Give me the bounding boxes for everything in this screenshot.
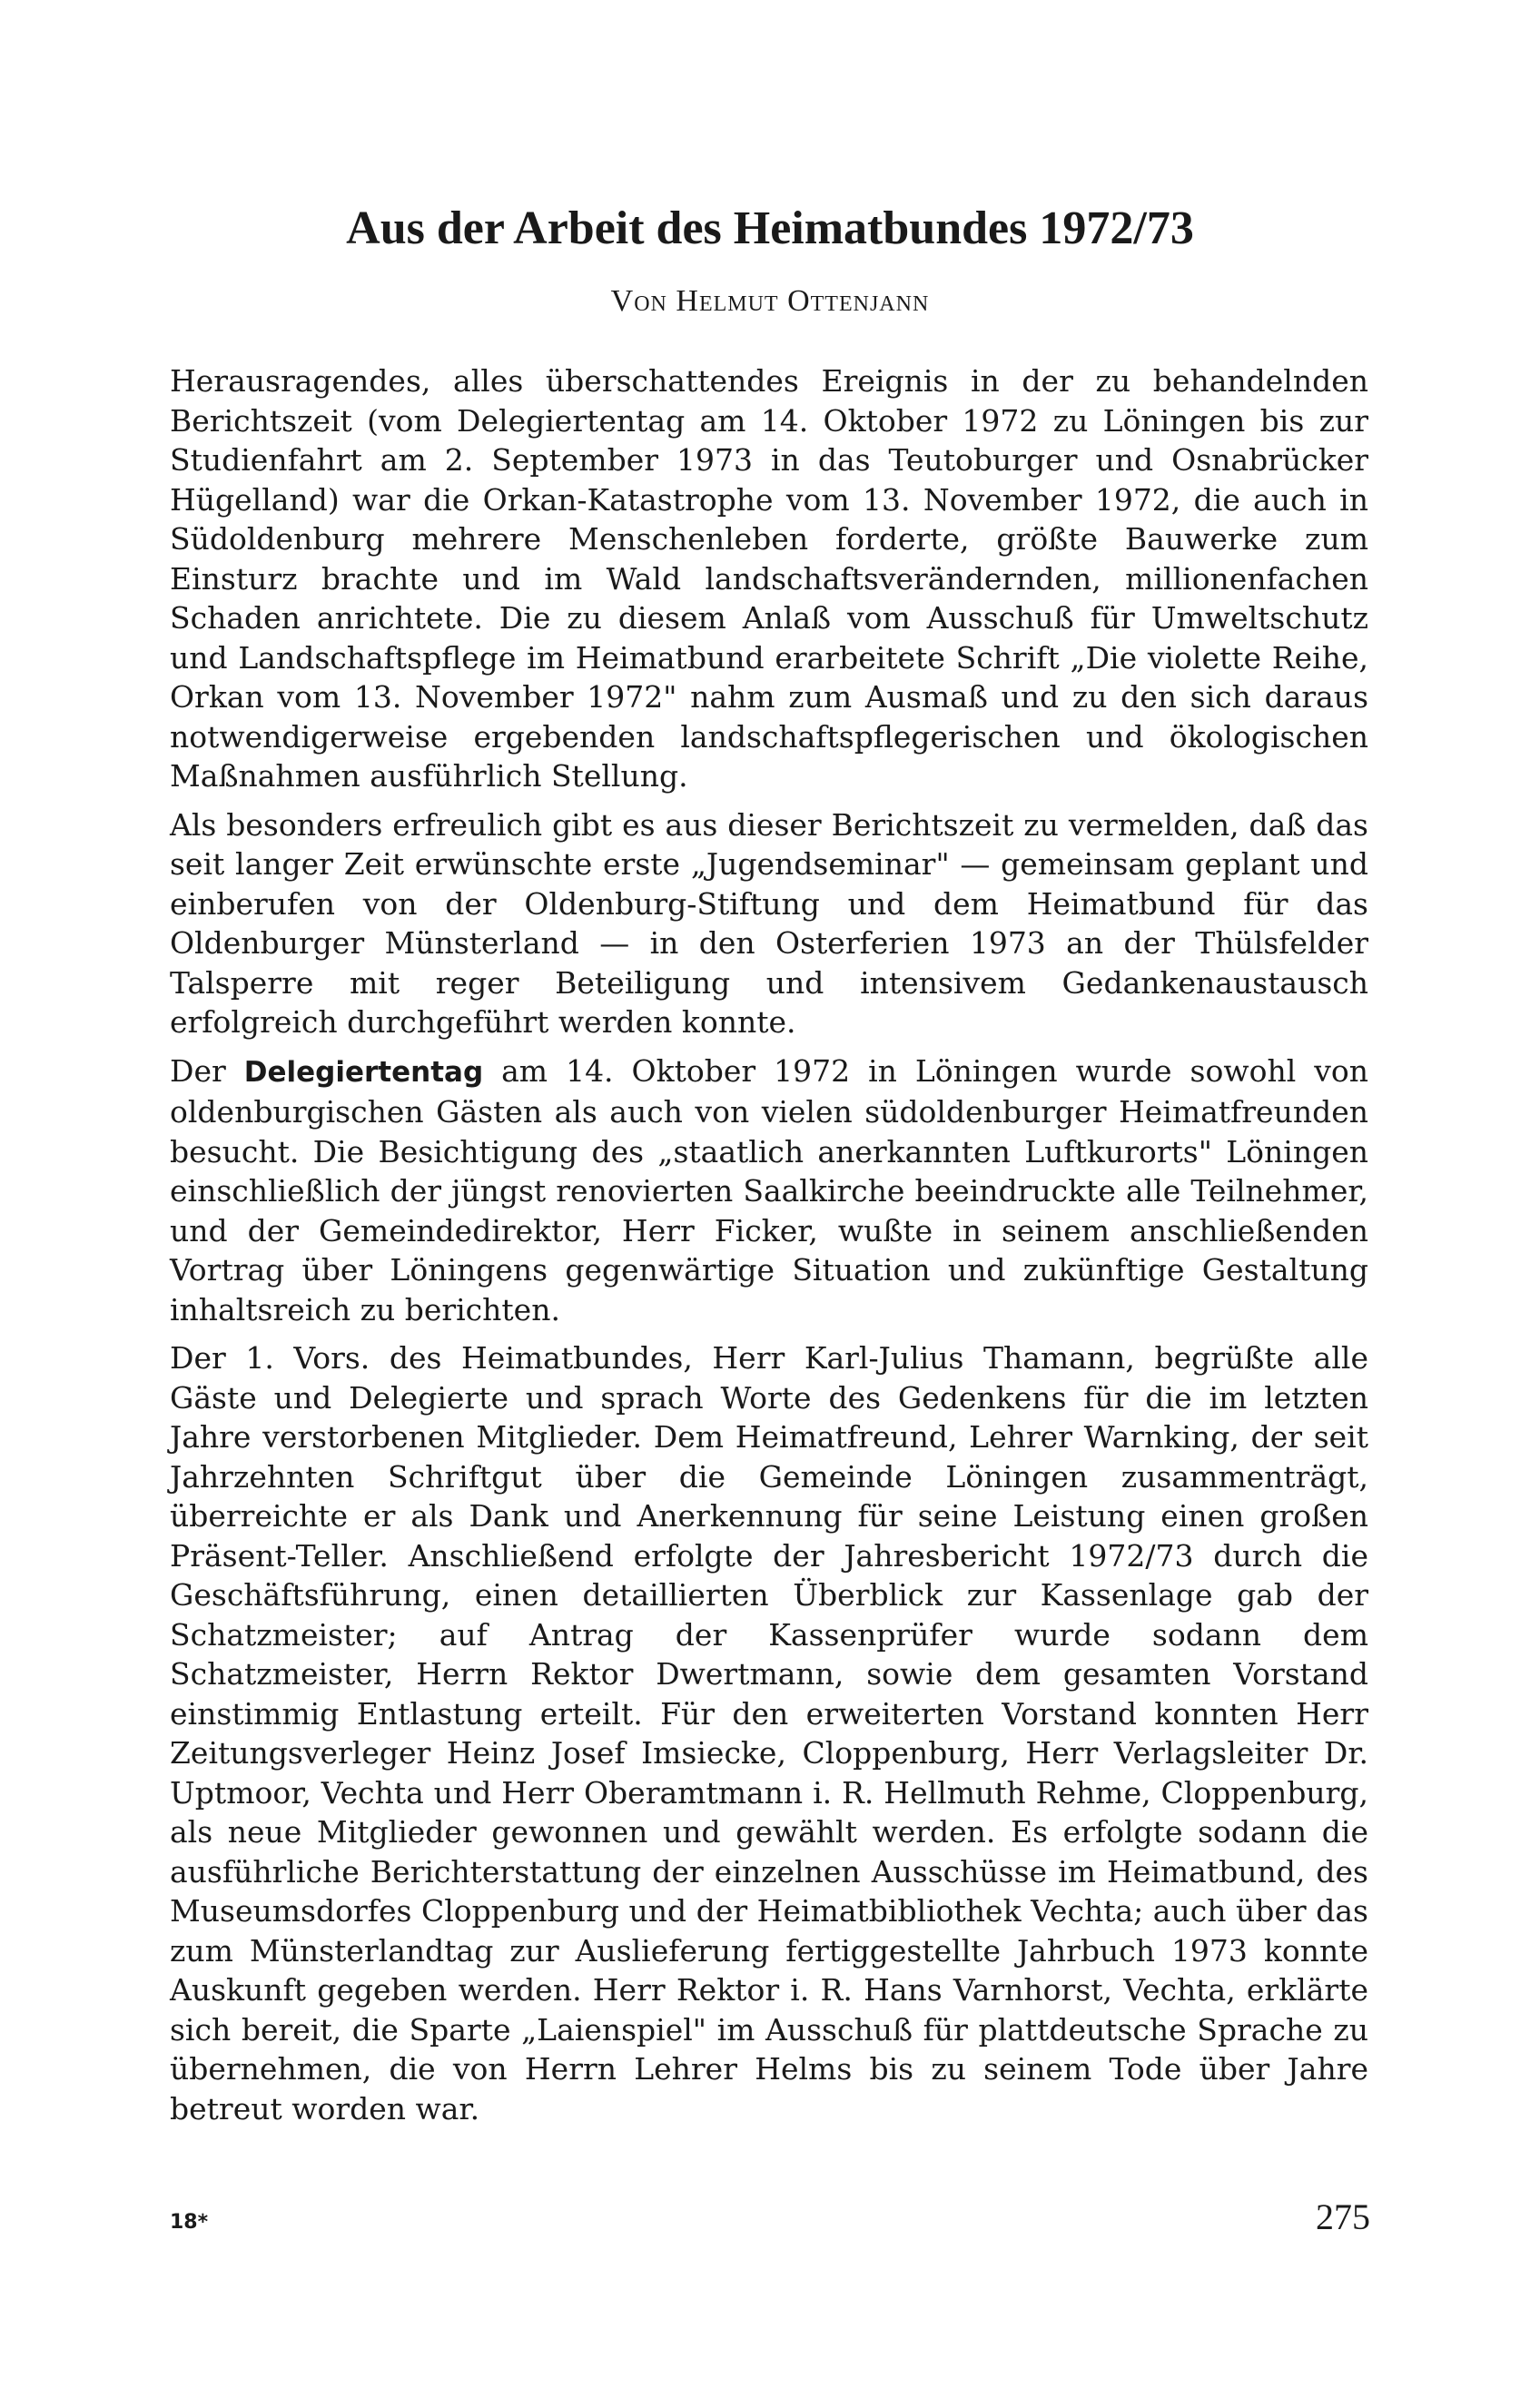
paragraph-3-lead: Der bbox=[170, 1052, 244, 1089]
page-title: Aus der Arbeit des Heimatbundes 1972/73 bbox=[346, 202, 1194, 254]
printer-signature: 18* bbox=[170, 2211, 209, 2234]
paragraph-2: Als besonders erfreulich gibt es aus dieser Berichtszeit zu vermelden, daß das seit langer Zeit erwünschte erste „Jugendseminar" — gemeinsam geplant und einberufen von der Oldenburg-Stiftung und dem Heimatbund für das Oldenburger Münsterland — in den Osterferien 1973 an der Thülsfelder Talsperre mit reger Beteiligung und intensivem Gedankenaustausch erfolgreich durchgeführt werden konnte. bbox=[170, 806, 1368, 1040]
paragraph-3-rest: am 14. Oktober 1972 in Löningen wurde sowohl von oldenburgischen Gästen als auch von vielen südoldenburger Heimatfreunden besucht. Die Besichtigung des „staatlich anerkannten Luftkurorts" Löningen einschließlich der jüngst renovierten Saalkirche beeindruckte alle Teilnehmer, und der Gemeindedirektor, Herr Ficker, wußte in seinem anschließenden Vortrag über Löningens gegenwärtige Situation und zukünftige Gestaltung inhaltsreich zu berichten. bbox=[170, 1052, 1368, 1327]
author-byline: Von Helmut Ottenjann bbox=[610, 284, 930, 318]
paragraph-4: Der 1. Vors. des Heimatbundes, Herr Karl-Julius Thamann, begrüßte alle Gäste und Delegierte und sprach Worte des Gedenkens für die im letzten Jahre verstorbenen Mitglieder. Dem Heimatfreund, Lehrer Warnking, der seit Jahrzehnten Schriftgut über die Gemeinde Löningen zusammenträgt, überreichte er als Dank und Anerkennung für seine Leistung einen großen Präsent-Teller. Anschließend erfolgte der Jahresbericht 1972/73 durch die Geschäftsführung, einen detaillierten Überblick zur Kassenlage gab der Schatzmeister; auf Antrag der Kassenprüfer wurde sodann dem Schatzmeister, Herrn Rektor Dwertmann, sowie dem gesamten Vorstand einstimmig Entlastung erteilt. Für den erweiterten Vorstand konnten Herr Zeitungsverleger Heinz Josef Imsiecke, Cloppenburg, Herr Verlagsleiter Dr. Uptmoor, Vechta und Herr Oberamtmann i. R. Hellmuth Rehme, Cloppenburg, als neue Mitglieder gewonnen und gewählt werden. Es erfolgte sodann die ausführliche Berichterstattung der einzelnen Ausschüsse im Heimatbund, des Museumsdorfes Cloppenburg und der Heimatbibliothek Vechta; auch über das zum Münsterlandtag zur Auslieferung fertiggestellte Jahrbuch 1973 konnte Auskunft gegeben werden. Herr Rektor i. R. Hans Varnhorst, Vechta, erklärte sich bereit, die Sparte „Laienspiel" im Ausschuß für plattdeutsche Sprache zu übernehmen, die von Herrn Lehrer Helms bis zu seinem Tode über Jahre betreut worden war. bbox=[170, 1340, 1368, 2127]
paragraph-3-bold-term: Delegiertentag bbox=[243, 1055, 484, 1089]
article-body bbox=[170, 361, 1368, 2137]
paragraph-3 bbox=[170, 1051, 1368, 1330]
paragraph-1: Herausragendes, alles überschattendes Ereignis in der zu behandelnden Berichtszeit (vom Delegiertentag am 14. Oktober 1972 zu Löningen bis zur Studienfahrt am 2. September 1973 in das Teutoburger und Osnabrücker Hügelland) war die Orkan-Katastrophe vom 13. November 1972, die auch in Südoldenburg mehrere Menschenleben forderte, größte Bauwerke zum Einsturz brachte und im Wald landschaftsverändernden, millionenfachen Schaden anrichtete. Die zu diesem Anlaß vom Ausschuß für Umweltschutz und Landschaftspflege im Heimatbund erarbeitete Schrift „Die violette Reihe, Orkan vom 13. November 1972" nahm zum Ausmaß und zu den sich daraus notwendigerweise ergebenden landschaftspflegerischen und ökologischen Maßnahmen ausführlich Stellung. bbox=[170, 363, 1368, 794]
page-number: 275 bbox=[1316, 2196, 1370, 2237]
